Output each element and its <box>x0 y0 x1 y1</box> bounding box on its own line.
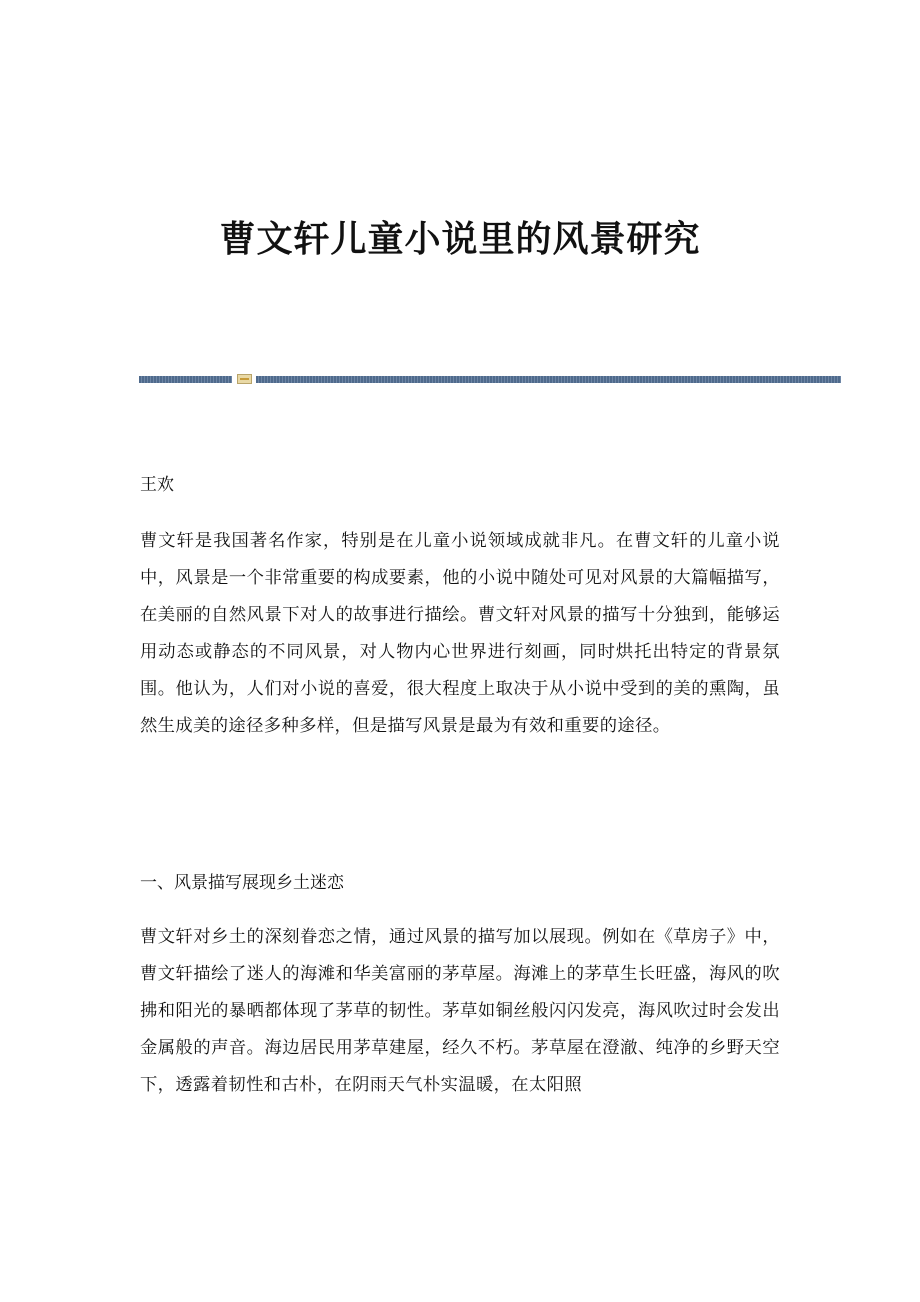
section-heading: 一、风景描写展现乡土迷恋 <box>140 873 344 893</box>
section-paragraph: 曹文轩对乡土的深刻眷恋之情，通过风景的描写加以展现。例如在《草房子》中，曹文轩描绘了迷人的海滩和华美富丽的茅草屋。海滩上的茅草生长旺盛，海风的吹拂和阳光的暴晒都体现了茅草的韧性。茅草如铜丝般闪闪发亮，海风吹过时会发出金属般的声音。海边居民用茅草建屋，经久不朽。茅草屋在澄澈、纯净的乡野天空下，透露着韧性和古朴，在阴雨天气朴实温暖，在太阳照 <box>140 927 780 1095</box>
divider-ornament-icon <box>237 374 252 384</box>
title-divider <box>139 374 841 384</box>
document-title: 曹文轩儿童小说里的风景研究 <box>219 218 701 260</box>
divider-bar-right <box>256 376 841 383</box>
divider-bar-left <box>139 376 232 383</box>
intro-paragraph: 曹文轩是我国著名作家，特别是在儿童小说领域成就非凡。在曹文轩的儿童小说中，风景是一个非常重要的构成要素，他的小说中随处可见对风景的大篇幅描写，在美丽的自然风景下对人的故事进行描绘。曹文轩对风景的描写十分独到，能够运用动态或静态的不同风景，对人物内心世界进行刻画，同时烘托出特定的背景氛围。他认为，人们对小说的喜爱，很大程度上取决于从小说中受到的美的熏陶，虽然生成美的途径多种多样，但是描写风景是最为有效和重要的途径。 <box>140 531 780 736</box>
author-name: 王欢 <box>140 475 174 495</box>
